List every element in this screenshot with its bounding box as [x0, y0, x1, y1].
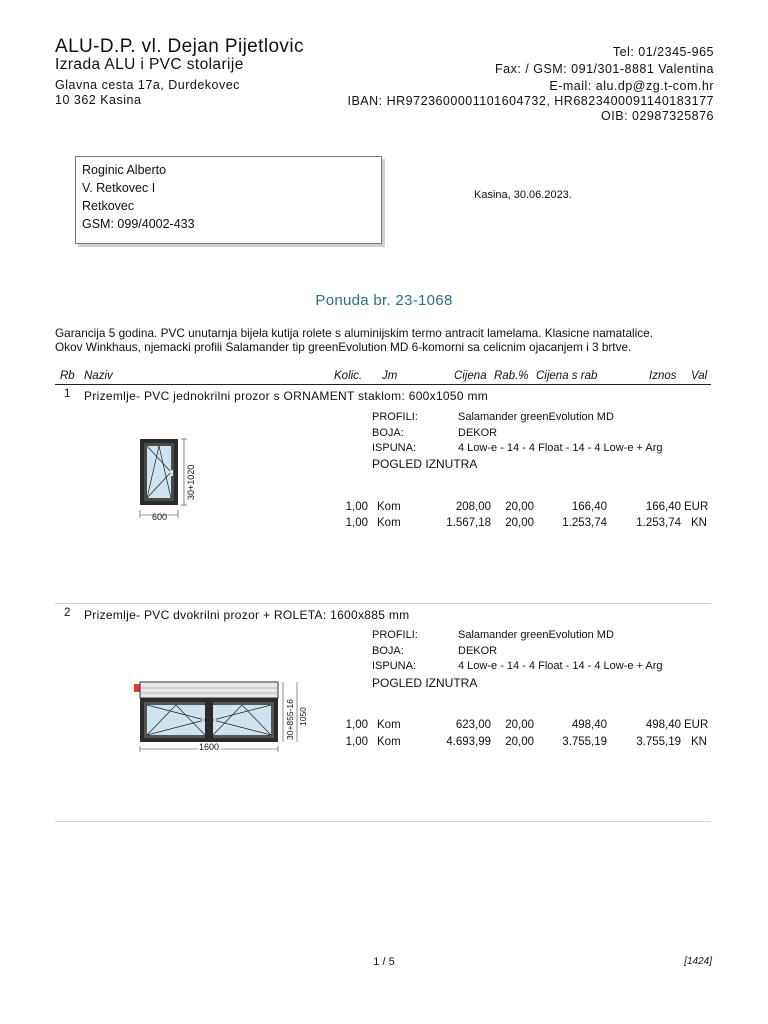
item-2-row-2-currency: KN [691, 736, 707, 748]
item-1-row-2-currency: KN [691, 517, 707, 529]
document-code: [1424] [684, 956, 712, 967]
offer-title: Ponuda br. 23-1068 [315, 292, 453, 309]
item-1-row-2-rab: 20,00 [505, 517, 534, 529]
item-1-boja-value: DEKOR [458, 427, 498, 439]
item-2-ispuna-label: ISPUNA: [372, 660, 417, 672]
item-2-width-label: 1600 [199, 742, 220, 752]
item-1-row-1-qty: 1,00 [345, 501, 368, 513]
item-1-view-label: POGLED IZNUTRA [372, 457, 478, 471]
item-1-row-2-unit: Kom [377, 517, 401, 529]
item-1-number: 1 [64, 388, 71, 400]
table-header-rule [55, 384, 711, 385]
item-2-row-2-rab: 20,00 [505, 736, 534, 748]
intro-line-1: Garancija 5 godina. PVC unutarnja bijela kutija rolete s aluminijskim termo antracit lamelama. Klasicne namatalice. [55, 326, 653, 340]
col-header-jm: Jm [382, 370, 398, 382]
item-2-row-1-qty: 1,00 [345, 719, 368, 731]
recipient-address-box [75, 156, 382, 244]
col-header-iznos: Iznos [649, 370, 677, 382]
item-2-row-2-qty: 1,00 [345, 736, 368, 748]
item-2-row-1-price: 623,00 [455, 719, 491, 731]
contact-tel: Tel: 01/2345-965 [612, 45, 714, 59]
recipient-gsm: GSM: 099/4002-433 [82, 217, 195, 231]
item-1-row-1-price: 208,00 [455, 501, 491, 513]
company-subtitle: Izrada ALU i PVC stolarije [55, 56, 244, 73]
item-1-row-2-amount: 1.253,74 [636, 517, 681, 529]
item-1-profili-label: PROFILI: [372, 411, 418, 423]
item-1-row-1-unit: Kom [377, 501, 401, 513]
contact-oib: OIB: 02987325876 [601, 109, 714, 123]
item-2-row-2-price: 4.693,99 [446, 736, 491, 748]
item-1-height-label: 30+1020 [186, 464, 196, 500]
item-2-height-label-2: 1050 [298, 707, 308, 726]
item-2-profili-label: PROFILI: [372, 629, 418, 641]
item-2-row-2-price-rab: 3.755,19 [562, 736, 607, 748]
item-1-row-2-price: 1.567,18 [446, 517, 491, 529]
recipient-street: V. Retkovec I [82, 181, 156, 195]
col-header-cijena-s-rab: Cijena s rab [536, 370, 598, 382]
contact-email: E-mail: alu.dp@zg.t-com.hr [549, 79, 714, 93]
col-header-naziv: Naziv [84, 370, 113, 382]
item-2-boja-value: DEKOR [458, 645, 498, 657]
item-2-number: 2 [64, 607, 71, 619]
item-2-row-1-price-rab: 498,40 [571, 719, 607, 731]
col-header-rb: Rb [60, 370, 75, 382]
item-2-row-2-unit: Kom [377, 736, 401, 748]
item-2-height-dimension-2 [298, 696, 310, 726]
item-2-title: Prizemlje- PVC dvokrilni prozor + ROLETA: 1600x885 mm [84, 608, 410, 622]
item-2-row-1-amount: 498,40 [645, 719, 681, 731]
item-1-ispuna-value: 4 Low-e - 14 - 4 Float - 14 - 4 Low-e + Arg [458, 442, 663, 454]
col-header-val: Val [691, 370, 708, 382]
item-2-ispuna-value: 4 Low-e - 14 - 4 Float - 14 - 4 Low-e + Arg [458, 660, 663, 672]
item-2-row-1-currency: EUR [684, 719, 709, 731]
item-2-height-label: 30+855-16 [285, 699, 295, 740]
item-1-height-dimension [186, 450, 200, 500]
company-address-line-2: 10 362 Kasina [55, 93, 142, 107]
item-2-view-label: POGLED IZNUTRA [372, 676, 478, 690]
contact-iban: IBAN: HR9723600001101604732, HR6823400091140183177 [347, 94, 714, 108]
item-2-boja-label: BOJA: [372, 645, 404, 657]
item-2-row-1-unit: Kom [377, 719, 401, 731]
item-1-row-1-amount: 166,40 [645, 501, 681, 513]
col-header-rab: Rab.% [494, 370, 529, 382]
col-header-kolic: Kolic. [334, 370, 363, 382]
col-header-cijena: Cijena [454, 370, 487, 382]
item-2-height-dimension [285, 682, 297, 740]
item-1-row-1-currency: EUR [684, 501, 709, 513]
item-1-row-1-rab: 20,00 [505, 501, 534, 513]
item-2-row-2-amount: 3.755,19 [636, 736, 681, 748]
item-1-width-label: 600 [152, 512, 168, 522]
document-date: Kasina, 30.06.2023. [474, 189, 572, 201]
item-separator [55, 603, 711, 604]
item-separator [55, 821, 711, 822]
recipient-city: Retkovec [82, 199, 135, 213]
item-1-row-1-price-rab: 166,40 [571, 501, 607, 513]
item-1-profili-value: Salamander greenEvolution MD [458, 411, 614, 423]
company-address-line-1: Glavna cesta 17a, Durdekovec [55, 78, 240, 92]
recipient-name: Roginic Alberto [82, 163, 167, 177]
company-name: ALU-D.P. vl. Dejan Pijetlovic [55, 36, 304, 57]
intro-line-2: Okov Winkhaus, njemacki profili Salamander tip greenEvolution MD 6-komorni sa celicnim ojacanjem i 3 brtve. [55, 340, 632, 354]
item-1-row-2-qty: 1,00 [345, 517, 368, 529]
page-number: 1 / 5 [373, 956, 395, 968]
item-2-row-1-rab: 20,00 [505, 719, 534, 731]
item-1-boja-label: BOJA: [372, 427, 404, 439]
item-1-row-2-price-rab: 1.253,74 [562, 517, 607, 529]
contact-fax: Fax: / GSM: 091/301-8881 Valentina [495, 62, 714, 76]
item-1-ispuna-label: ISPUNA: [372, 442, 417, 454]
item-1-title: Prizemlje- PVC jednokrilni prozor s ORNAMENT staklom: 600x1050 mm [84, 389, 489, 403]
item-2-profili-value: Salamander greenEvolution MD [458, 629, 614, 641]
